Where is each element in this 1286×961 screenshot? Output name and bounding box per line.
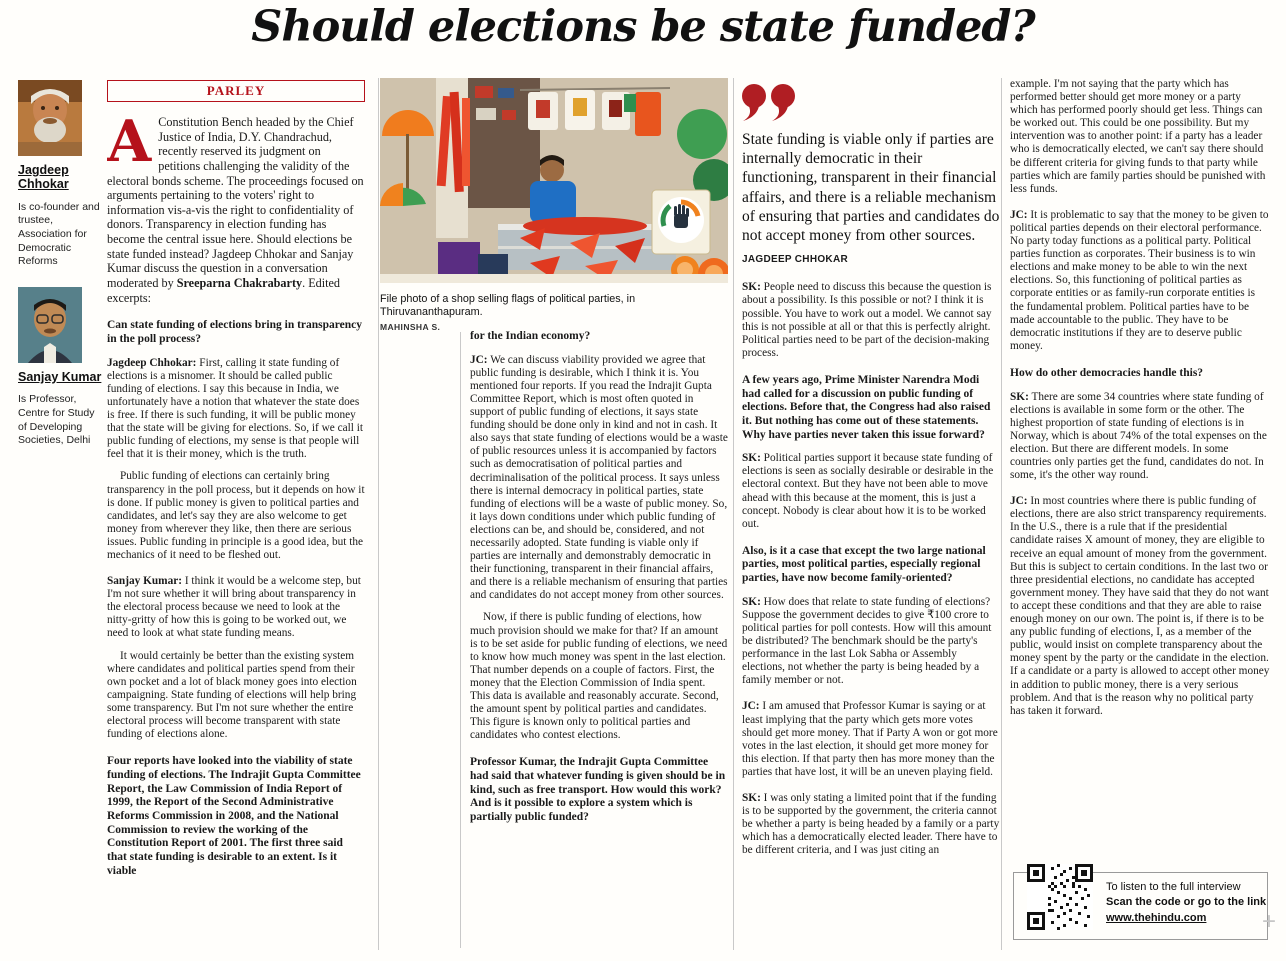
pull-quote: State funding is viable only if parties are internally democratic in their functioning, transparent in their financial affairs, and there is a reliable mechanism of ensuring that parties and candidates do not accept money from other sources.	[742, 131, 1000, 245]
photo-credit: MAHINSHA S.	[380, 321, 441, 332]
double-quote-icon	[742, 84, 800, 122]
section-label: PARLEY	[107, 80, 365, 102]
page-title: Should elections be state funded?	[251, 2, 1035, 52]
interview-question: Also, is it a case that except the two large national parties, most political parties, especially regional parties, have now become family-oriented?	[742, 544, 986, 585]
answer-paragraph: Now, if there is public funding of elections, how much provision should we make for that? If an amount is to be set aside for public funding of elections, we need to know how much money was spent in the last election. That number depends on a couple of factors. First, the money that the Election Commission of India spent. This data is available and reasonably accurate. Second, the amount spent by political parties and candidates. This figure is known only to political parties and candidates who contest elections.	[470, 611, 728, 742]
answer-paragraph: SK: There are some 34 countries where state funding of elections is available in some form or the other. The highest proportion of state funding of elections is in Norway, which is about 74% of the total expenses on the election. But there are different models. In some countries only parties get the fund, candidates do not. In some, it's the other way round.	[1010, 390, 1267, 482]
interview-question: A few years ago, Prime Minister Narendra Modi had called for a discussion on public funding of elections. Before that, the Congress had also raised it. But nothing has come out of these statements. Why have parties never taken this issue forward?	[742, 373, 991, 441]
interview-question: Professor Kumar, the Indrajit Gupta Committee had said that whatever funding is given should be in kind, such as free transport. How would this work? And is it possible to explore a system which is partially public funded?	[470, 756, 726, 824]
article-column-2	[470, 330, 728, 948]
speaker-label: Sanjay Kumar:	[107, 575, 183, 588]
column-divider	[378, 78, 379, 950]
speaker-label: JC:	[1010, 495, 1028, 508]
author-photo-sanjay-kumar	[18, 287, 82, 363]
answer-paragraph: JC: We can discuss viability provided we agree that public funding is desirable, which I think it is. You mentioned four reports. If you read the Indrajit Gupta Committee Report, which is most often quoted in support of public funding of elections, it says state funding should be done only in kind and not in cash. It also says that state funding of elections would be a waste of public resources unless it is accompanied by factors such as democratisation of political parties and decriminalisation of the political process. It says unless there is internal democracy in political parties, state funding of elections will be a waste of public money. So, it lays down conditions under which public funding of elections can be, and should be, considered, and not necessarily adopted. State funding is viable only if parties are internally and demonstrably democratic in their functioning, transparent in their financial affairs, and there is a reliable mechanism of ensuring that parties and candidates do not accept money from other sources.	[470, 353, 728, 602]
article-figure	[380, 78, 728, 332]
authors-rail	[18, 80, 102, 466]
answer-paragraph: SK: People need to discuss this because the question is about a possibility. Is this possible or not? I think it is possible. You have to work out a model. We cannot say this is not possible at all or that this is perfectly alright. Political parties need to be part of the decision-making process.	[742, 281, 992, 359]
answer-paragraph: SK: Political parties support it because state funding of elections is seen as socially desirable or desirable in the electoral context. But they have not been able to move ahead with this because at the moment, this is just a concept. Nobody is clear about how it is to be worked out.	[742, 452, 994, 530]
answer-paragraph: JC: In most countries where there is public funding of elections, there are also strict transparency requirements. In the U.S., there is a rule that if the presidential candidate raises X amount of money, they are eligible to receive an equal amount of money from the government. But this is subject to certain conditions. In the last two or three presidential elections, no candidate has accepted government money. They have said that they do not want to accept these conditions and that they are able to raise enough money on our own. The point is, if there is to be any public funding of elections, I, as a member of the public, would insist on complete transparency about the money spent by the party or the candidate in the election. If a candidate or a party is allowed to accept other money in addition to public money, there is a very serious problem. And that is the reason why no political party has taken it forward.	[1010, 495, 1270, 717]
author-link-sanjay-kumar[interactable]: Sanjay Kumar	[18, 369, 102, 384]
speaker-label: SK:	[742, 281, 761, 294]
column-divider	[733, 78, 734, 950]
answer-paragraph: SK: How does that relate to state funding of elections? Suppose the government decides to give ₹100 crore to political parties for poll contests. How will this amount be distributed? The benchmark should be the party's performance in the last Lok Sabha or Assembly elections, not whether the party is being headed by a family member or not.	[742, 595, 992, 687]
promo-link[interactable]: www.thehindu.com	[1106, 911, 1207, 924]
interview-question: for the Indian economy?	[470, 330, 591, 342]
speaker-label: SK:	[1010, 390, 1029, 403]
intro-text: Constitution Bench headed by the Chief Justice of India, D.Y. Chandrachud, recently reserved its judgment on petitions challenging the validity of the electoral bonds scheme. The proceedings focused on arguments pertaining to the voters' right to information vis-a-vis the right to confidentiality of donors. Transparency in election funding has become the central issue here. Should elections be state funded instead? Jagdeep Chhokar and Sanjay Kumar discuss the question in a conversation moderated by	[107, 115, 364, 291]
interview-question: How do other democracies handle this?	[1010, 366, 1204, 379]
speaker-label: JC:	[1010, 208, 1028, 221]
speaker-label: SK:	[742, 452, 761, 465]
article-column-3	[742, 80, 1000, 950]
promo-line-2: Scan the code or go to the link	[1106, 896, 1267, 909]
speaker-label: SK:	[742, 595, 761, 608]
answer-paragraph: JC: It is problematic to say that the money to be given to political parties depends on their electoral performance. No party today functions as a political party. Political parties function as corporates. Their business is to win elections and make money to be able to win the next elections. So, this functioning of political parties as corporate entities or as family-run corporate entities is the fundamental problem. Political parties have to be made accountable to the public. They have to be democratic institutions if they are to deserve public money.	[1010, 208, 1269, 352]
interview-question: Can state funding of elections bring in transparency in the poll process?	[107, 319, 363, 345]
column-divider	[460, 332, 461, 948]
pull-quote-attribution: JAGDEEP CHHOKAR	[742, 254, 848, 266]
listen-promo-box	[1013, 872, 1268, 940]
speaker-label: JC:	[742, 700, 760, 713]
answer-paragraph: SK: I was only stating a limited point that if the funding is to be supported by the government, the criteria cannot be whether a party is being headed by a family or a party which has a democratically elected leader. There have to be different criteria, and I was just citing an	[742, 792, 1000, 857]
answer-paragraph: Sanjay Kumar: I think it would be a welcome step, but I'm not sure whether it will bring about transparency in the electoral process because we need to look at the nitty-gritty of how this is going to be worked out, we need to look at what state funding means.	[107, 575, 361, 640]
drop-cap: A	[107, 108, 152, 175]
answer-paragraph: Jagdeep Chhokar: First, calling it state funding of elections is a misnomer. It should be called public funding of elections. I say this because in India, we unfortunately have a notion that whatever the state does is free. If there is such funding, it will be public money that the state will be giving for elections. So, if we call it public funding of elections, my sense is that people will feel that it is their money, which is the truth.	[107, 356, 364, 461]
answer-paragraph: It would certainly be better than the existing system where candidates and political parties spend from their own pocket and a lot of black money goes into election campaigning. State funding of elections will help bring some transparency. But I'm not sure whether the entire electoral process will become transparent with state funding of elections alone.	[107, 649, 357, 741]
article-column-4	[1010, 78, 1270, 866]
intro-tail: . Edited excerpts:	[107, 276, 341, 305]
speaker-label: JC:	[470, 353, 488, 366]
article-column-1	[107, 80, 365, 950]
author-photo-jagdeep-chhokar	[18, 80, 82, 156]
page-crop-mark: +	[1262, 908, 1277, 935]
qr-code-icon	[1027, 864, 1093, 930]
author-bio: Is co-founder and trustee, Association for Democratic Reforms	[18, 200, 100, 268]
shop-photo	[380, 78, 728, 283]
author-link-jagdeep-chhokar[interactable]: Jagdeep Chhokar	[18, 163, 69, 192]
speaker-label: Jagdeep Chhokar:	[107, 356, 197, 369]
answer-paragraph: example. I'm not saying that the party which has performed better should get more money or a party which has performed poorly should get less. Things can be worked out. This could be one possibility. But my intervention was to another point: if a party has a leader who is democratically elected, we can't say there should be different criteria for giving funds to that party while parties which are family parties should be punished with less funds.	[1010, 78, 1266, 195]
speaker-label: SK:	[742, 792, 761, 805]
column-divider	[1001, 78, 1002, 950]
photo-caption: File photo of a shop selling flags of political parties, in Thiruvananthapuram.	[380, 293, 636, 319]
moderator-name: Sreeparna Chakrabarty	[176, 276, 303, 291]
promo-line-1: To listen to the full interview	[1106, 881, 1241, 893]
answer-paragraph: Public funding of elections can certainly bring transparency in the poll process, but it depends on how it is done. If public money is given to political parties and candidates, and let's say they are also welcome to get money from wherever they like, then there are serious issues. Public funding in principle is a good idea, but the mechanics of it need to be fleshed out.	[107, 470, 365, 561]
listen-promo-text	[1106, 880, 1266, 926]
author-bio: Is Professor, Centre for Study of Developing Societies, Delhi	[18, 393, 95, 447]
intro-paragraph	[107, 108, 365, 305]
interview-question: Four reports have looked into the viability of state funding of elections. The Indrajit Gupta Committee Report, the Law Commission of India Report of 1999, the Report of the Second Administrative Reforms Commission in 2008, and the National Commission to review the working of the Constitution Report of 2001. The first three said that state funding is desirable to an extent. Is it viable	[107, 755, 361, 877]
answer-paragraph: JC: I am amused that Professor Kumar is saying or at least implying that the party which gets more votes should get more money. That if Party A won or got more votes in the last election, it should get more money for this election. If that party then has more money than the parties that have lost, it will be an uneven playing field.	[742, 700, 998, 778]
